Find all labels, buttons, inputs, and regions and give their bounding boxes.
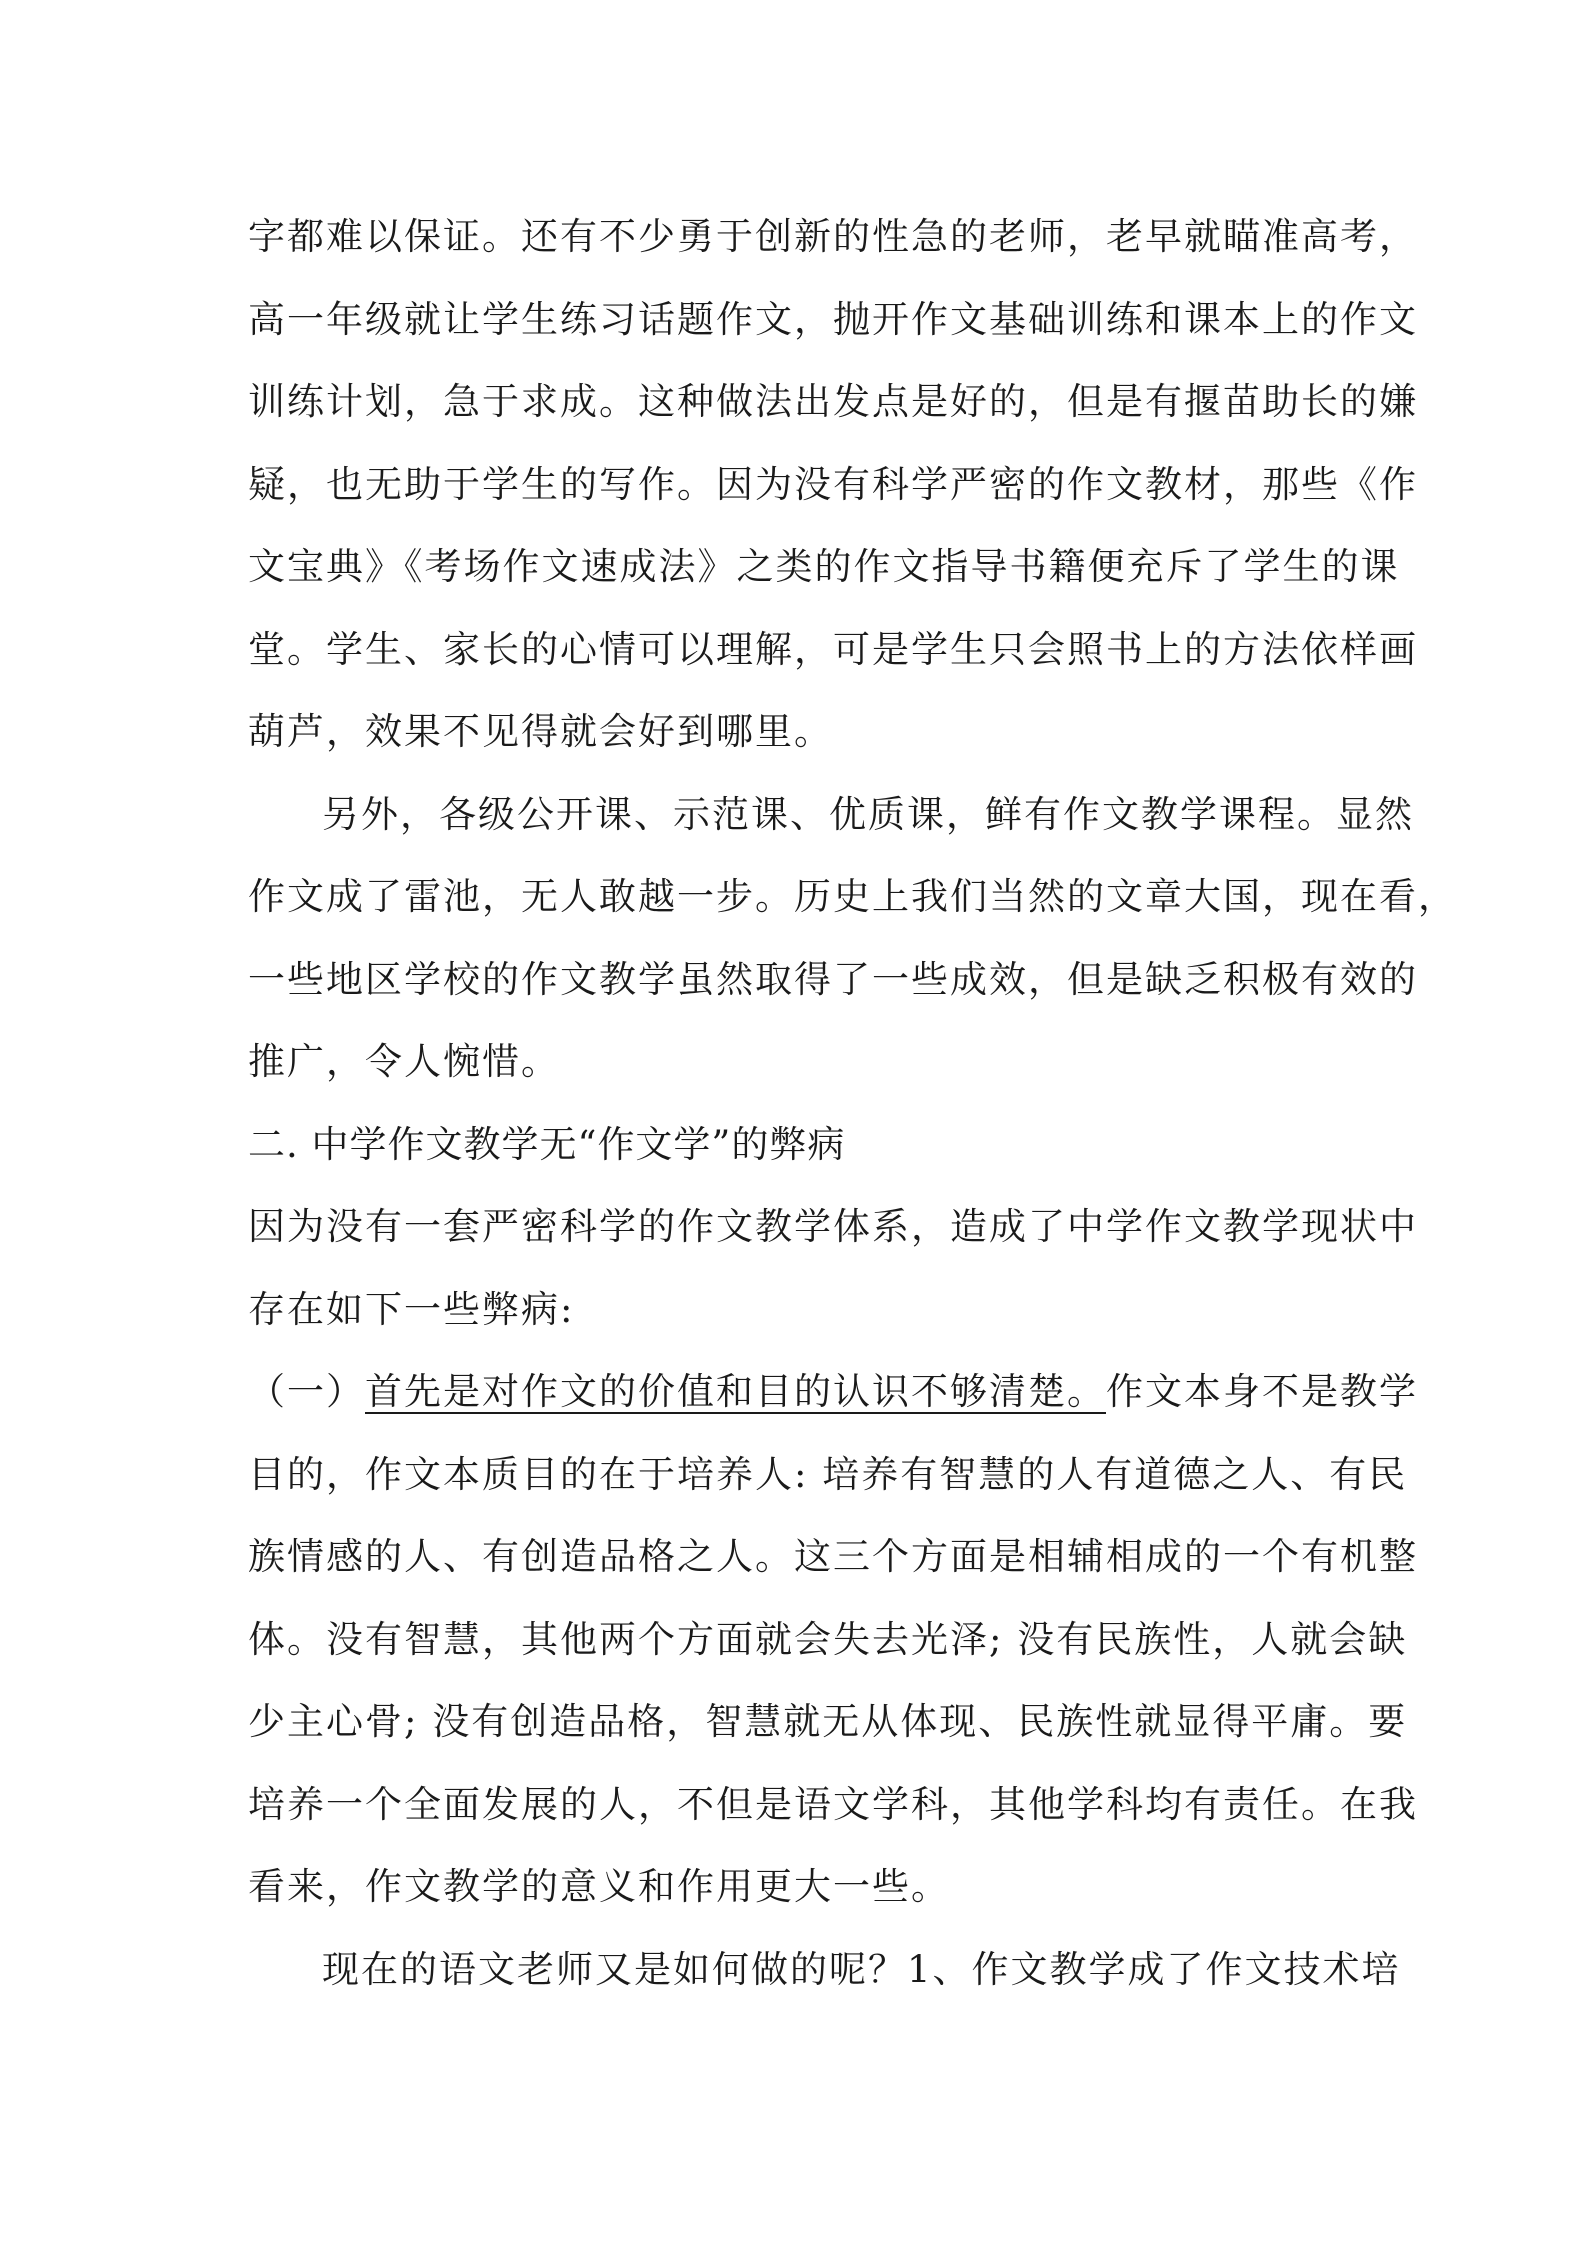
underlined-phrase: 首先是对作文的价值和目的认识不够清楚。 — [365, 1370, 1106, 1413]
text-line: 作文成了雷池，无人敢越一步。历史上我们当然的文章大国，现在看， — [248, 875, 1457, 918]
text-line: 字都难以保证。还有不少勇于创新的性急的老师，老早就瞄准高考， — [248, 215, 1418, 258]
text-line: 少主心骨; 没有创造品格，智慧就无从体现、民族性就显得平庸。要 — [248, 1700, 1408, 1743]
text-line: 目的，作文本质目的在于培养人: 培养有智慧的人有道德之人、有民 — [248, 1452, 1408, 1496]
text-line: 堂。学生、家长的心情可以理解，可是学生只会照书上的方法依样画 — [248, 627, 1418, 671]
document-body — [248, 196, 1457, 2011]
text-line: 葫芦，效果不见得就会好到哪里。 — [248, 710, 833, 753]
text-line: 因为没有一套严密科学的作文教学体系，造成了中学作文教学现状中 — [248, 1205, 1418, 1248]
text-line: 推广，令人惋惜。 — [248, 1040, 560, 1083]
text-line: 文宝典》《考场作文速成法》之类的作文指导书籍便充斥了学生的课 — [248, 545, 1400, 588]
text-line: 一些地区学校的作文教学虽然取得了一些成效，但是缺乏积极有效的 — [248, 957, 1418, 1001]
text-line: 体。没有智慧，其他两个方面就会失去光泽; 没有民族性，人就会缺 — [248, 1617, 1408, 1661]
text-line: 另外，各级公开课、示范课、优质课，鲜有作文教学课程。显然 — [322, 792, 1414, 836]
text-line: 族情感的人、有创造品格之人。这三个方面是相辅相成的一个有机整 — [248, 1535, 1418, 1578]
subsection-line — [248, 1351, 1418, 1434]
text-line: 训练计划，急于求成。这种做法出发点是好的，但是有揠苗助长的嫌 — [248, 380, 1418, 423]
subsection-text: 作文本身不是教学 — [1106, 1370, 1418, 1413]
text-line: 存在如下一些弊病: — [248, 1287, 575, 1331]
subsection-number: （一） — [248, 1370, 365, 1413]
text-line: 培养一个全面发展的人，不但是语文学科，其他学科均有责任。在我 — [248, 1782, 1418, 1826]
text-line: 疑，也无助于学生的写作。因为没有科学严密的作文教材，那些《作 — [248, 462, 1418, 506]
text-line: 现在的语文老师又是如何做的呢？1、作文教学成了作文技术培 — [322, 1947, 1401, 1991]
section-heading: 二. 中学作文教学无“作文学”的弊病 — [248, 1122, 846, 1166]
text-line: 高一年级就让学生练习话题作文，抛开作文基础训练和课本上的作文 — [248, 297, 1418, 341]
text-line: 看来，作文教学的意义和作用更大一些。 — [248, 1865, 950, 1908]
